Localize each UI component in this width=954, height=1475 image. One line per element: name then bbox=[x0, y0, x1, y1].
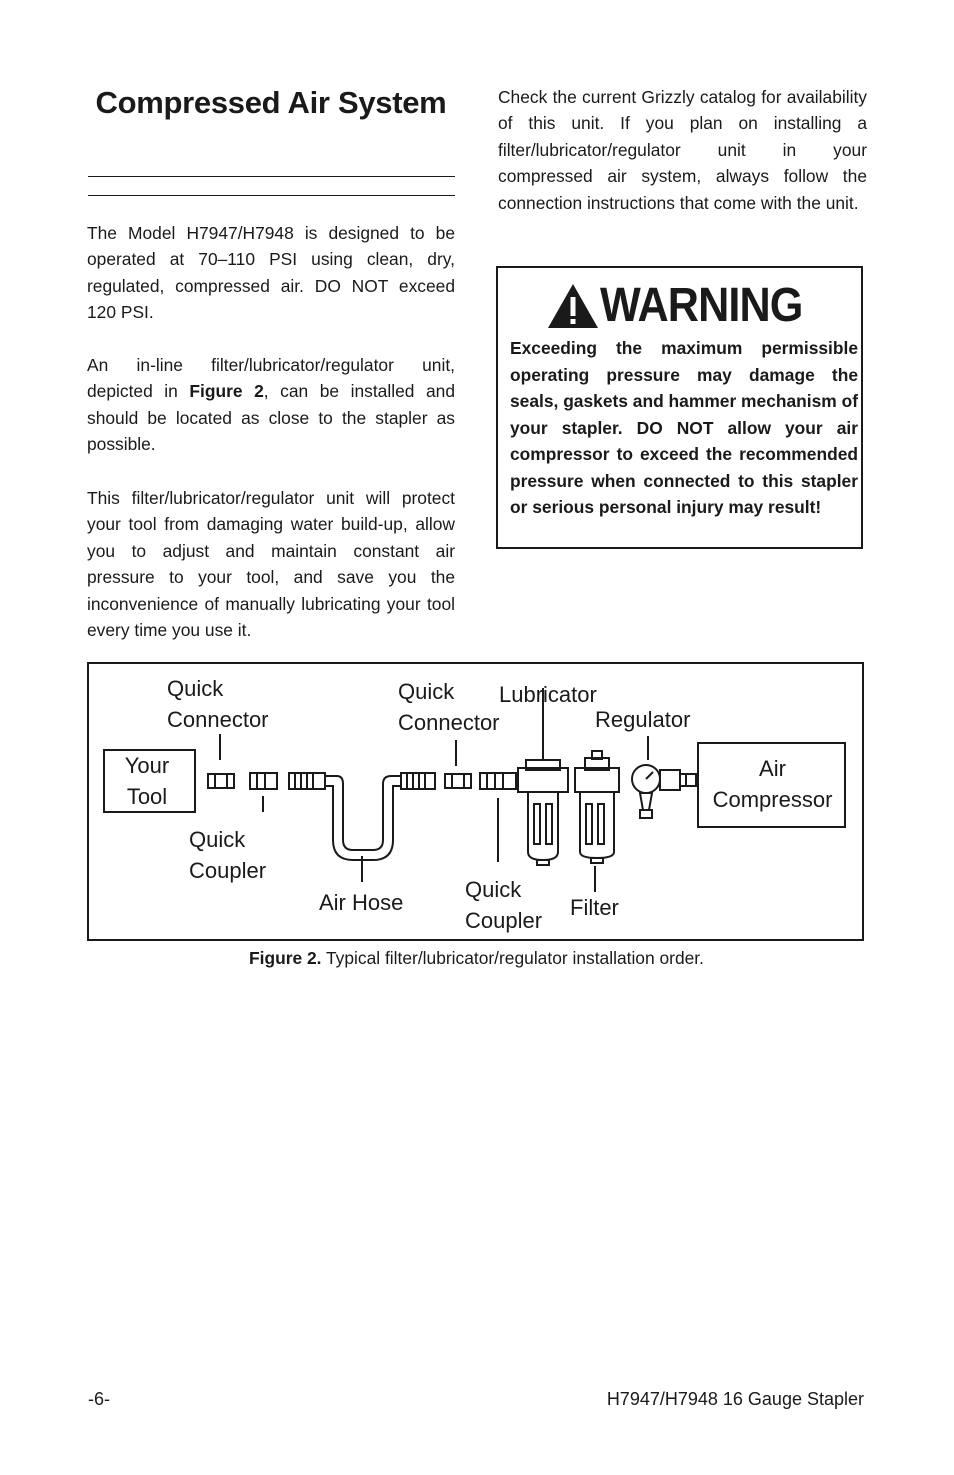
quick-connector-label-2 bbox=[398, 676, 500, 738]
warning-text: Exceeding the maximum permissible operating pressure may damage the seals, gaskets and hammer mechanism of your stapler. DO NOT allow your air compressor to exceed the recommended pressure when connected to this stapler or serious personal injury may result! bbox=[510, 338, 858, 517]
document-title: H7947/H7948 16 Gauge Stapler bbox=[606, 1389, 864, 1409]
warning-box bbox=[496, 266, 863, 549]
benefits-paragraph: This filter/lubricator/regulator unit will protect your tool from damaging water build-up, allow you to adjust and maintain constant air pressure to your tool, and save you the inconvenience of manually lubricating your tool every time you use it. bbox=[87, 488, 455, 641]
quick-coupler-label-1-line2: Coupler bbox=[189, 858, 267, 883]
inline-unit-text-b: , can be installed and should be located as close to the stapler as possible. bbox=[87, 381, 455, 455]
filter-label: Filter bbox=[570, 895, 619, 920]
quick-connector-label-2-line1: Quick bbox=[398, 679, 455, 704]
intro-paragraph: The Model H7947/H7948 is designed to be operated at 70–110 PSI using clean, dry, regulated, compressed air. DO NOT exceed 120 PSI. bbox=[87, 223, 455, 323]
quick-connector-label-1-line1: Quick bbox=[167, 676, 224, 701]
quick-connector-label-1-line2: Connector bbox=[167, 707, 269, 732]
figure-reference: Figure 2 bbox=[189, 381, 264, 402]
air-compressor-line1: Air bbox=[759, 756, 786, 781]
page-number: -6- bbox=[88, 1389, 110, 1409]
figure-caption-number: Figure 2. bbox=[249, 948, 322, 968]
quick-connector-label-1 bbox=[167, 673, 269, 735]
your-tool-line1: Your bbox=[124, 753, 170, 778]
title-rule-bottom bbox=[88, 195, 455, 196]
quick-connector-label-2-line2: Connector bbox=[398, 710, 500, 735]
air-compressor-line2: Compressor bbox=[712, 787, 833, 812]
catalog-paragraph: Check the current Grizzly catalog for availability of this unit. If you plan on installing a filter/lubricator/regulator unit in your compressed air system, always follow the connection instructions that come with the unit. bbox=[498, 87, 867, 213]
quick-coupler-label-2-line2: Coupler bbox=[465, 908, 543, 933]
inline-unit-text-a: An in-line filter/lubricator/regulator unit, depicted in bbox=[87, 355, 455, 402]
your-tool-label bbox=[119, 750, 175, 812]
figure-2-box bbox=[87, 662, 864, 941]
warning-heading bbox=[546, 278, 825, 334]
quick-coupler-label-1 bbox=[189, 824, 266, 886]
air-compressor-label bbox=[700, 753, 845, 815]
section-title: Compressed Air System bbox=[95, 85, 447, 120]
your-tool-line2: Tool bbox=[126, 784, 168, 809]
warning-word: WARNING bbox=[600, 279, 803, 332]
quick-coupler-label-1-line1: Quick bbox=[189, 827, 246, 852]
title-rule-top bbox=[88, 176, 455, 177]
lubricator-label: Lubricator bbox=[499, 682, 597, 707]
quick-coupler-label-2-line1: Quick bbox=[465, 877, 522, 902]
figure-caption-text: Typical filter/lubricator/regulator installation order. bbox=[321, 948, 704, 968]
regulator-label: Regulator bbox=[595, 707, 691, 732]
figure-caption bbox=[88, 945, 865, 971]
quick-coupler-label-2 bbox=[465, 874, 542, 936]
air-hose-label: Air Hose bbox=[319, 890, 404, 915]
warning-triangle-icon bbox=[546, 282, 600, 330]
inline-unit-paragraph bbox=[87, 352, 455, 458]
